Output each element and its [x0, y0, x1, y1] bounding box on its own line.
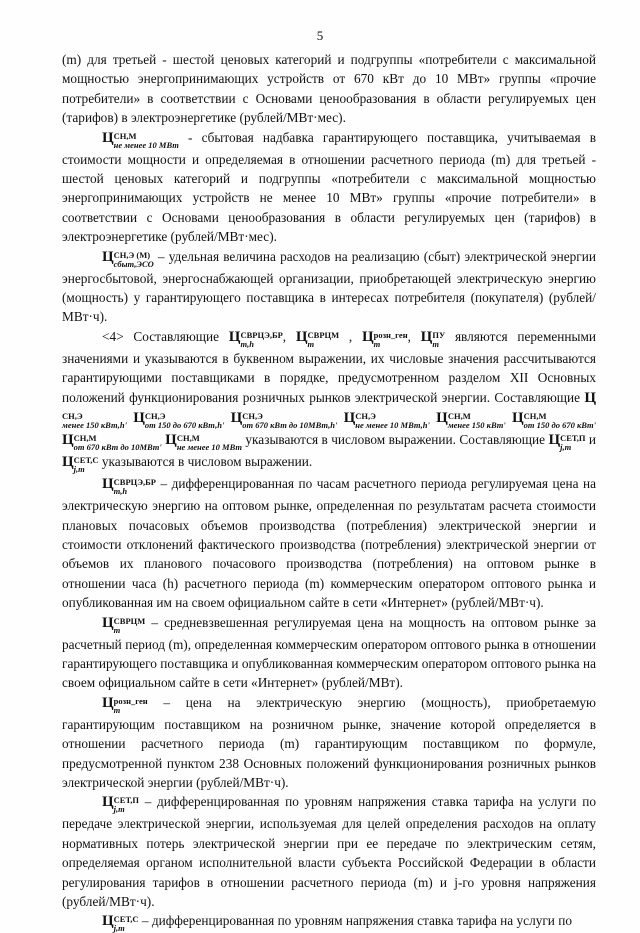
formula-symbol: Ц	[102, 794, 114, 811]
formula-symbol: Ц	[584, 389, 596, 406]
formula-subscript: m	[113, 624, 121, 635]
formula-subscript: m	[373, 338, 381, 349]
formula-subscript: не менее 10 МВт	[176, 442, 242, 453]
formula-symbol: Ц	[62, 454, 74, 471]
formula-subscript: j,m	[113, 804, 125, 815]
formula-symbol: Ц	[102, 476, 114, 493]
formula-symbol: Ц	[102, 248, 114, 265]
formula-subscript: m,h	[113, 486, 128, 497]
formula-subscript: m,h	[240, 338, 254, 349]
formula-subscript: m	[307, 338, 315, 349]
formula-subscript: m	[113, 704, 121, 715]
formula-superscript: розн_ген	[373, 329, 408, 340]
formula-superscript: СН,Э (М)	[113, 249, 151, 260]
formula-superscript: СН,Э	[355, 411, 376, 422]
formula-superscript: СВРЦЭ,БР	[113, 477, 156, 488]
formula-superscript: СН,М	[176, 433, 200, 444]
formula-symbol: Ц	[102, 694, 114, 711]
paragraph-def-rozn-gen	[62, 693, 596, 793]
paragraph-def-svrcm	[62, 613, 596, 693]
footnote-text: являются переменными значениями и указываются в буквенном выражении, их числовые значения рассчитываются гарантирующими поставщиками в порядке, предусмотренном разделом XII Основных положений функционирования розничных рынков электрической энергии. Составляющие	[62, 328, 596, 405]
formula-symbol: Ц	[343, 410, 356, 427]
formula-symbol: Ц	[228, 328, 241, 345]
definition-text: – дифференцированная по уровням напряжения ставка тарифа на услуги по передаче электрической энергии, используемая для целей определения расходов на оплату нормативных потерь электрической энергии при ее передаче по электрическим сетям, определяемая органом исполнительной власти субъекта Российской Федерации в области регулирования тарифов в отношении расчетного периода (m) и j-го уровня напряжения (рублей/МВт·ч).	[62, 794, 596, 909]
formula-superscript: СН,М	[113, 130, 137, 141]
document-body	[62, 50, 596, 933]
definition-text: – цена на электрическую энергию (мощность), приобретаемую гарантирующим поставщиком на розничном рынке, значение которой определяется в отношении расчетного периода (m) гарантирующим поставщиком по формуле, предусмотренной пунктом 238 Основных положений функционирования розничных рынков электрической энергии (рублей/МВт·ч).	[62, 694, 596, 790]
formula-symbol: Ц	[62, 432, 74, 449]
formula-subscript: от 150 до 670 кВт'	[523, 420, 597, 431]
paragraph-continuation: (m) для третьей - шестой ценовых категорий и подгруппы «потребители с максимальной мощностью энергопринимающих устройств от 670 кВт до 10 МВт» группы «прочие потребители» в соответствии с Основами ценообразования в области регулируемых цен (тарифов) в электроэнергетике (рублей/МВт·мес).	[62, 52, 596, 126]
formula-superscript: розн_ген	[113, 695, 148, 706]
paragraph-footnote-4	[62, 327, 596, 474]
formula-symbol: Ц	[165, 432, 177, 449]
formula-subscript: j,m	[560, 442, 572, 453]
formula-subscript: от 150 до 670 кВт,h'	[144, 420, 225, 431]
formula-symbol: Ц	[420, 328, 433, 345]
footnote-text: и	[585, 432, 596, 448]
formula-subscript: не менее 10 МВт,h'	[355, 420, 430, 431]
formula-subscript: не менее 10 МВт	[113, 139, 179, 150]
formula-symbol: Ц	[511, 410, 524, 427]
formula-superscript: СН,М	[73, 433, 97, 444]
formula-subscript: j,m	[113, 923, 125, 933]
paragraph-def-set-s	[62, 911, 596, 933]
formula-superscript: СЕТ,С	[73, 455, 99, 466]
formula-symbol: Ц	[102, 913, 114, 930]
formula-symbol: Ц	[230, 410, 243, 427]
formula-subscript: сбыт,ЭСО	[113, 258, 154, 269]
formula-symbol: Ц	[295, 328, 308, 345]
formula-superscript: СВРЦМ	[113, 615, 146, 626]
formula-superscript: СЕТ,П	[560, 433, 586, 444]
definition-text: – удельная величина расходов на реализацию (сбыт) электрической энергии энергосбытовой, энергоснабжающей организации, приобретающей электрическую энергию (мощность) у гарантирующего поставщика в интересах потребителя (покупателя) (рублей/МВт·ч).	[62, 248, 596, 325]
formula-superscript: СН,М	[523, 411, 547, 422]
formula-subscript: от 670 кВт до 10МВт,h'	[242, 420, 338, 431]
formula-symbol: Ц	[133, 410, 145, 427]
formula-superscript: СН,Э	[62, 411, 83, 422]
formula-superscript: СВРЦМ	[307, 329, 340, 340]
paragraph-def-sn-m-10mw	[62, 128, 596, 247]
definition-text: – дифференцированная по уровням напряжения ставка тарифа на услуги по	[138, 913, 573, 929]
formula-subscript: m	[432, 338, 439, 349]
formula-superscript: СН,М	[447, 411, 471, 422]
formula-superscript: ПУ	[432, 329, 446, 340]
formula-superscript: СВРЦЭ,БР	[240, 329, 283, 340]
formula-superscript: СН,Э	[144, 411, 166, 422]
formula-symbol: Ц	[102, 614, 114, 631]
paragraph-def-svrce-br	[62, 474, 596, 612]
footnote-text: указываются в числовом выражении.	[98, 454, 313, 470]
footnote-text: указываются в числовом выражении. Составляющие	[242, 432, 549, 448]
footnote-text: ,	[282, 328, 296, 344]
definition-text: – дифференцированная по часам расчетного периода регулируемая цена на электрическую энергию на оптовом рынке, определенная по результатам расчета стоимости плановых почасовых объемов производства (потребления) электрической энергии и стоимости отклонений фактического производства (потребления) электрической энергии от объемов их планового почасового производства (потребления) на оптовом рынке в отношении часа (h) расчетного периода (m) коммерческим оператором оптового рынка и опубликованная им на своем официальном сайте в сети «Интернет» (рублей/МВт·ч).	[62, 476, 596, 611]
formula-symbol: Ц	[361, 328, 374, 345]
formula-subscript: менее 150 кВт'	[447, 420, 506, 431]
formula-superscript: СЕТ,С	[113, 914, 139, 925]
definition-text: – средневзвешенная регулируемая цена на мощность на оптовом рынке за расчетный период (m), определенная коммерческим оператором оптового рынка в отношении гарантирующего поставщика и опубликованная коммерческим оператором оптового рынка на своем официальном сайте в сети «Интернет» (рублей/МВт).	[62, 614, 596, 691]
definition-text: - сбытовая надбавка гарантирующего поставщика, учитываемая в стоимости мощности и определяемая в отношении расчетного периода (m) для третьей - шестой ценовых категорий и подгруппы «потребители с максимальной мощностью энергопринимающих устройств не менее 10 МВт» группы «прочие потребители» в соответствии с Основами ценообразования в области регулируемых цен (тарифов) в электроэнергетике (рублей/МВт·мес).	[62, 129, 596, 245]
page-number: 5	[316, 28, 324, 43]
paragraph-def-set-p	[62, 792, 596, 911]
formula-subscript: менее 150 кВт,h'	[62, 420, 127, 431]
paragraph-def-sbyt-eso	[62, 247, 596, 327]
formula-superscript: СН,Э	[242, 411, 263, 422]
formula-subscript: j,m	[73, 464, 85, 475]
formula-symbol: Ц	[548, 432, 561, 449]
footnote-text: ,	[407, 328, 421, 344]
formula-superscript: СЕТ,П	[113, 795, 140, 806]
footnote-text: <4> Составляющие	[102, 328, 229, 344]
formula-symbol: Ц	[102, 129, 114, 146]
formula-subscript: от 670 кВт до 10МВт'	[73, 442, 162, 453]
formula-symbol: Ц	[436, 410, 448, 427]
footnote-text: ,	[339, 328, 362, 344]
